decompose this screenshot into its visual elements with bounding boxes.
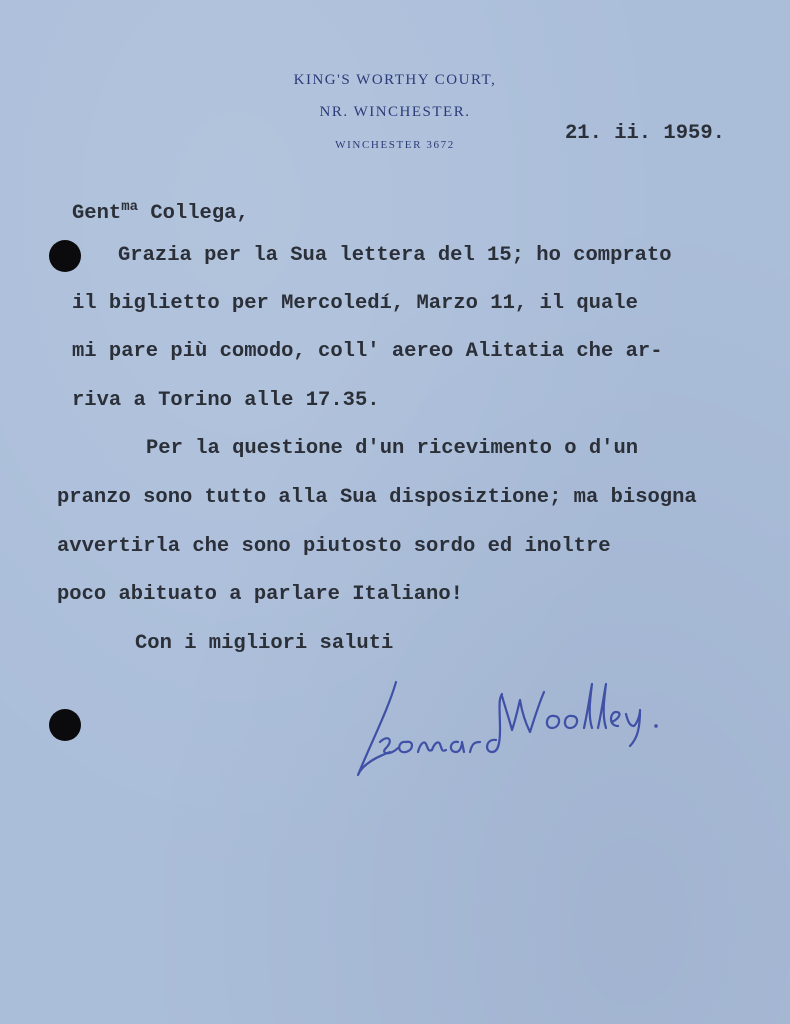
body-line: mi pare più comodo, coll' aereo Alitatia che ar- <box>72 340 663 363</box>
letterhead-address-line2: NR. WINCHESTER. <box>319 104 471 120</box>
body-line: Per la questione d'un ricevimento o d'un <box>146 437 639 460</box>
body-line: pranzo sono tutto alla Sua disposiztione; ma bisogna <box>57 486 697 509</box>
body-line: Grazia per la Sua lettera del 15; ho comprato <box>118 244 672 267</box>
handwritten-signature <box>340 670 670 790</box>
letterhead-telephone: WINCHESTER 3672 <box>335 139 455 151</box>
letter-date: 21. ii. 1959. <box>565 122 725 145</box>
letterhead-address-line1: KING'S WORTHY COURT, <box>293 72 497 88</box>
salutation-name: Collega, <box>138 202 249 225</box>
punch-hole-top <box>49 240 81 272</box>
body-line: riva a Torino alle 17.35. <box>72 389 380 412</box>
salutation <box>72 195 249 226</box>
closing-line: Con i migliori saluti <box>135 632 394 655</box>
body-line: il biglietto per Mercoledí, Marzo 11, il quale <box>72 292 638 315</box>
body-line: avvertirla che sono piutosto sordo ed inoltre <box>57 535 611 558</box>
salutation-superscript: ma <box>121 199 139 215</box>
punch-hole-bottom <box>49 709 81 741</box>
body-line: poco abituato a parlare Italiano! <box>57 583 463 606</box>
salutation-prefix: Gent <box>72 202 122 225</box>
